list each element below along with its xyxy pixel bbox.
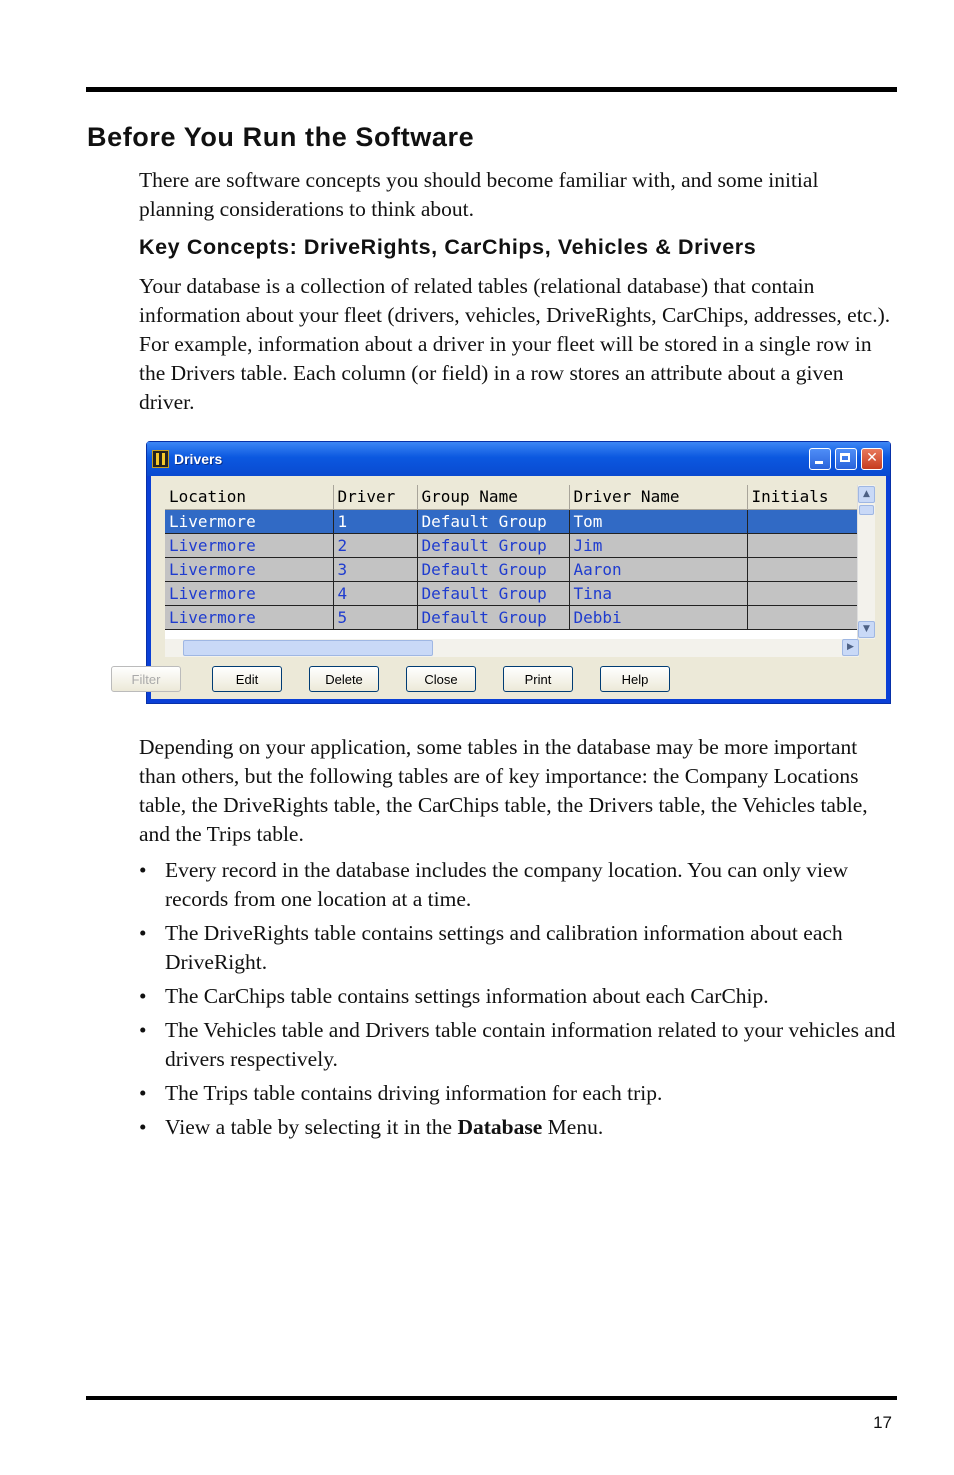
cell-group-name[interactable]: Default Group [417,509,569,533]
edit-button[interactable]: Edit [212,666,282,692]
list-item-text: The Vehicles table and Drivers table contain information related to your vehicles and drivers respectively. [165,1018,896,1071]
column-header-driver[interactable]: Driver [333,485,417,509]
window-client [131,476,886,699]
close-button[interactable]: Close [406,666,476,692]
cell-location[interactable]: Livermore [165,581,333,605]
cell-group-name[interactable]: Default Group [417,581,569,605]
page-heading: Before You Run the Software [87,122,475,152]
drivers-grid [165,485,875,639]
horizontal-scrollbar[interactable] [165,639,859,657]
top-rule [86,87,897,92]
database-menu-name: Database [457,1115,543,1139]
list-item [139,982,899,1011]
bullet-icon: • [139,858,147,882]
cell-driver-name[interactable]: Jim [569,533,747,557]
vertical-scrollbar[interactable] [857,485,875,639]
list-item [139,919,899,977]
bullet-icon: • [139,1115,147,1139]
cell-initials[interactable] [747,605,857,629]
cell-location[interactable]: Livermore [165,509,333,533]
column-header-initials[interactable]: Initials [747,485,857,509]
bullet-icon: • [139,984,147,1008]
table-row[interactable] [165,509,857,533]
cell-driver-name[interactable]: Aaron [569,557,747,581]
cell-driver[interactable]: 4 [333,581,417,605]
table-row[interactable] [165,605,857,629]
column-header-location[interactable]: Location [165,485,333,509]
column-header-driver-name[interactable]: Driver Name [569,485,747,509]
cell-driver[interactable]: 3 [333,557,417,581]
section-subheading: Key Concepts: DriveRights, CarChips, Vehicles & Drivers [139,235,757,259]
list-item-text-before: View a table by selecting it in the [165,1115,458,1139]
list-item-text: The DriveRights table contains settings and calibration information about each DriveRight. [165,921,843,974]
cell-group-name[interactable]: Default Group [417,533,569,557]
scroll-up-icon[interactable]: ▲ [858,486,875,503]
list-item [139,1113,899,1142]
bullet-icon: • [139,1081,147,1105]
database-paragraph: Your database is a collection of related tables (relational database) that contain information about your fleet (drivers, vehicles, DriveRights, CarChips, addresses, etc.). For example, information about a driver in your fleet will be stored in a single row in the Drivers table. Each column (or field) in a row stores an attribute about a given driver. [139,274,891,414]
help-button[interactable]: Help [600,666,670,692]
table-row[interactable] [165,581,857,605]
cell-location[interactable]: Livermore [165,605,333,629]
filter-button[interactable]: Filter [111,666,181,692]
list-item [139,856,899,914]
drivers-table [165,485,858,630]
intro-paragraph: There are software concepts you should become familiar with, and some initial planning considerations to think about. [139,168,819,221]
cell-initials[interactable] [747,509,857,533]
cell-group-name[interactable]: Default Group [417,557,569,581]
column-header-group-name[interactable]: Group Name [417,485,569,509]
close-icon: ✕ [866,450,878,466]
list-item [139,1079,899,1108]
bullet-list [139,856,899,1147]
scroll-down-icon[interactable]: ▼ [858,621,875,638]
list-item-text: The Trips table contains driving information for each trip. [165,1081,663,1105]
cell-group-name[interactable]: Default Group [417,605,569,629]
horizontal-scroll-thumb[interactable] [183,640,433,656]
bullet-icon: • [139,1018,147,1042]
button-row [131,666,886,694]
app-icon [152,450,169,468]
delete-button[interactable]: Delete [309,666,379,692]
table-row[interactable] [165,533,857,557]
minimize-button[interactable] [809,448,831,470]
cell-driver[interactable]: 5 [333,605,417,629]
maximize-button[interactable] [835,448,857,470]
page-number: 17 [873,1413,892,1432]
cell-initials[interactable] [747,581,857,605]
close-window-button[interactable] [861,448,883,470]
title-bar[interactable] [147,442,890,476]
list-item-text-after: Menu. [542,1115,604,1139]
list-item-text: The CarChips table contains settings information about each CarChip. [165,984,769,1008]
cell-driver-name[interactable]: Debbi [569,605,747,629]
vertical-scroll-thumb[interactable] [859,505,874,515]
print-button[interactable]: Print [503,666,573,692]
cell-location[interactable]: Livermore [165,557,333,581]
bottom-rule [86,1396,897,1400]
scroll-right-icon[interactable]: ▶ [842,639,859,656]
cell-driver[interactable]: 1 [333,509,417,533]
bullet-icon: • [139,921,147,945]
cell-driver-name[interactable]: Tom [569,509,747,533]
cell-driver-name[interactable]: Tina [569,581,747,605]
cell-initials[interactable] [747,557,857,581]
list-item [139,1016,899,1074]
cell-location[interactable]: Livermore [165,533,333,557]
window-title: Drivers [174,451,223,467]
list-item-text: Every record in the database includes the company location. You can only view records from one location at a time. [165,858,849,911]
tables-paragraph: Depending on your application, some tables in the database may be more important than others, but the following tables are of key importance: the Company Locations table, the DriveRights table, the CarChips table, the Drivers table, the Vehicles table, and the Trips table. [139,735,868,846]
cell-driver[interactable]: 2 [333,533,417,557]
drivers-window [131,441,891,704]
header-row [165,485,857,509]
cell-initials[interactable] [747,533,857,557]
table-row[interactable] [165,557,857,581]
